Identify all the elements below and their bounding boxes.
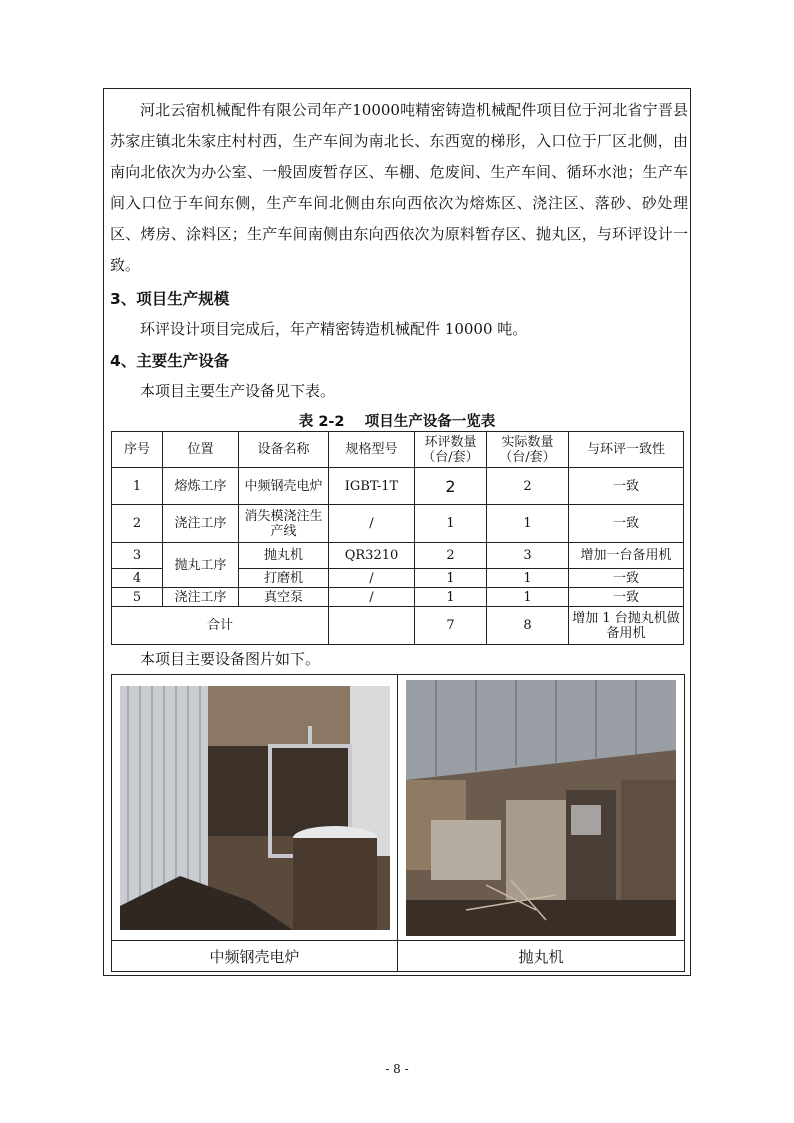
cell-model: /: [329, 505, 415, 543]
cell-actual-qty: 1: [487, 588, 569, 607]
header-model: 规格型号: [329, 432, 415, 468]
header-position: 位置: [163, 432, 239, 468]
cell-eia-qty: 1: [415, 505, 487, 543]
cell-name: 真空泵: [239, 588, 329, 607]
table-row: [112, 543, 684, 569]
section4-heading: 4、主要生产设备: [110, 352, 230, 370]
cell-consistency: 一致: [569, 468, 684, 505]
cell-position: 浇注工序: [163, 505, 239, 543]
photo-cell-shot-blaster: [398, 675, 685, 941]
furnace-photo: [120, 686, 390, 930]
cell-name: 消失模浇注生产线: [239, 505, 329, 543]
cell-consistency: 一致: [569, 569, 684, 588]
cell-total-eia-qty: 7: [415, 607, 487, 645]
cell-total-label: 合计: [112, 607, 329, 645]
cell-eia-qty: 2: [415, 543, 487, 569]
cell-position: 浇注工序: [163, 588, 239, 607]
header-name: 设备名称: [239, 432, 329, 468]
intro-paragraph: 河北云宿机械配件有限公司年产10000吨精密铸造机械配件项目位于河北省宁晋县苏家庄镇北朱家庄村村西，生产车间为南北长、东西宽的梯形，入口位于厂区北侧，由南向北依次为办公室、一般固废暂存区、车棚、危废间、生产车间、循环水池；生产车间入口位于车间东侧，生产车间北侧由东向西依次为熔炼区、浇注区、落砂、砂处理区、烤房、涂料区；生产车间南侧由东向西依次为原料暂存区、抛丸区，与环评设计一致。: [110, 101, 688, 274]
shot-blaster-photo: [406, 680, 676, 936]
table-header-row: [112, 432, 684, 468]
photos-intro: 本项目主要设备图片如下。: [140, 650, 321, 668]
photo-table: [111, 674, 685, 972]
cell-name: 中频钢壳电炉: [239, 468, 329, 505]
header-actual-qty: 实际数量（台/套）: [487, 432, 569, 468]
photo-label-shot-blaster: 抛丸机: [398, 941, 685, 972]
cell-no: 4: [112, 569, 163, 588]
cell-total-model: [329, 607, 415, 645]
table-row: [112, 468, 684, 505]
cell-actual-qty: 3: [487, 543, 569, 569]
cell-name: 打磨机: [239, 569, 329, 588]
cell-no: 3: [112, 543, 163, 569]
table-row: [112, 505, 684, 543]
table-caption: 表 2-2 项目生产设备一览表: [298, 414, 496, 430]
cell-model: IGBT-1T: [329, 468, 415, 505]
cell-eia-qty: 1: [415, 569, 487, 588]
cell-actual-qty: 2: [487, 468, 569, 505]
equipment-table: [111, 431, 684, 645]
table-total-row: [112, 607, 684, 645]
cell-eia-qty: 2: [415, 468, 487, 505]
cell-no: 1: [112, 468, 163, 505]
header-no: 序号: [112, 432, 163, 468]
photo-label-furnace: 中频钢壳电炉: [112, 941, 398, 972]
cell-model: QR3210: [329, 543, 415, 569]
page-number: - 8 -: [385, 1062, 409, 1076]
cell-name: 抛丸机: [239, 543, 329, 569]
cell-no: 2: [112, 505, 163, 543]
section4-text: 本项目主要生产设备见下表。: [140, 382, 336, 400]
cell-actual-qty: 1: [487, 569, 569, 588]
cell-model: /: [329, 569, 415, 588]
cell-no: 5: [112, 588, 163, 607]
cell-eia-qty: 1: [415, 588, 487, 607]
cell-consistency: 一致: [569, 588, 684, 607]
cell-actual-qty: 1: [487, 505, 569, 543]
cell-model: /: [329, 588, 415, 607]
cell-consistency: 增加一台备用机: [569, 543, 684, 569]
photo-cell-furnace: [112, 675, 398, 941]
cell-consistency: 一致: [569, 505, 684, 543]
cell-position: 熔炼工序: [163, 468, 239, 505]
cell-total-actual-qty: 8: [487, 607, 569, 645]
table-row: [112, 588, 684, 607]
cell-total-consistency: 增加 1 台抛丸机做备用机: [569, 607, 684, 645]
section3-heading: 3、项目生产规模: [110, 290, 230, 308]
cell-position: 抛丸工序: [163, 543, 239, 588]
header-consistency: 与环评一致性: [569, 432, 684, 468]
header-eia-qty: 环评数量（台/套）: [415, 432, 487, 468]
section3-text: 环评设计项目完成后，年产精密铸造机械配件 10000 吨。: [140, 320, 528, 338]
